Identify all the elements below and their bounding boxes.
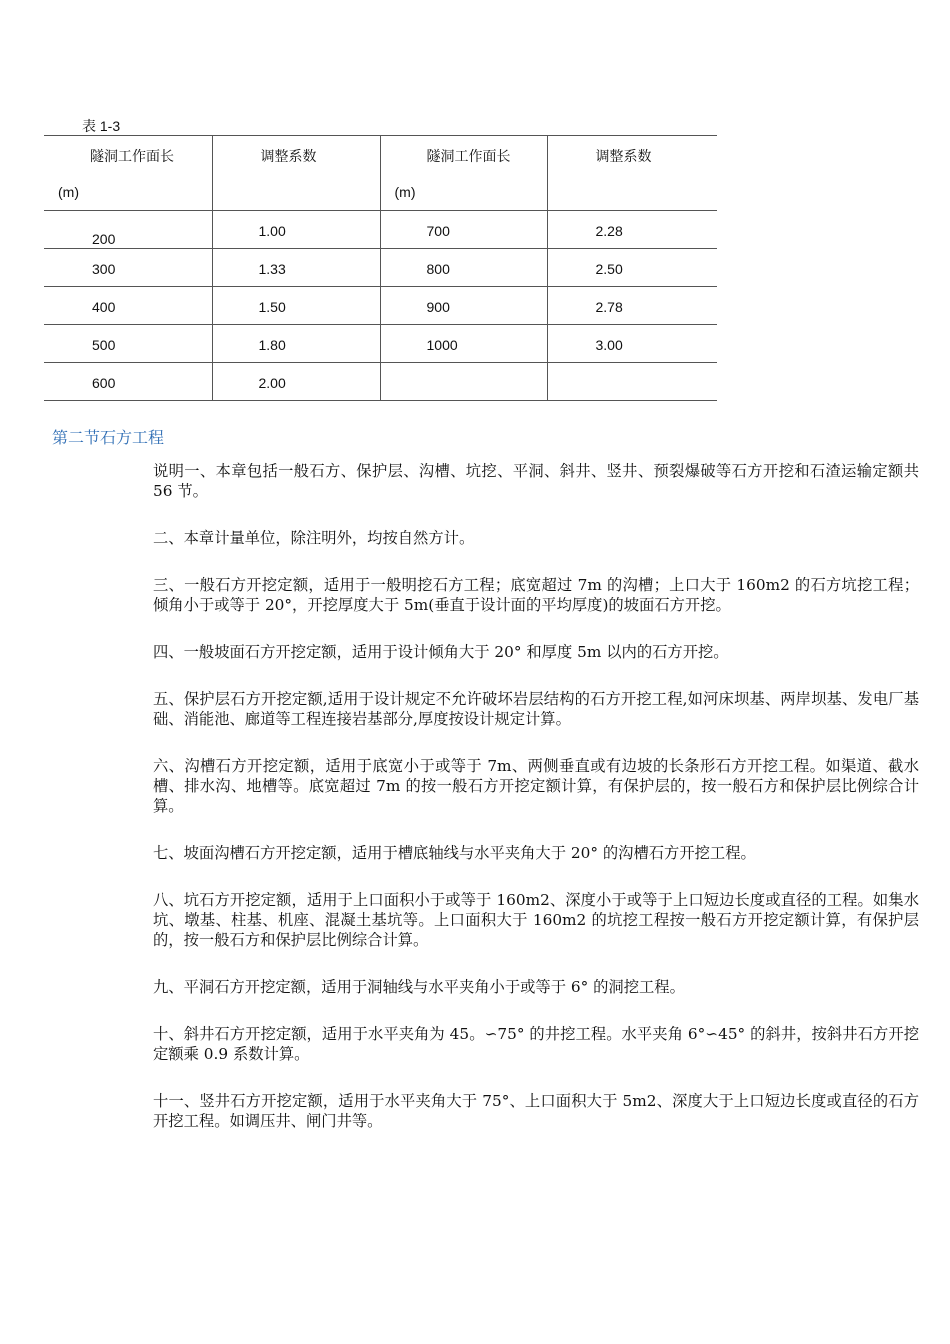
- header-cell: [380, 136, 547, 211]
- header-length-label: 隧洞工作面长: [90, 148, 174, 164]
- coefficient-value: 1.50: [258, 299, 286, 315]
- paragraph: 九、平洞石方开挖定额，适用于洞轴线与水平夹角小于或等于 6° 的洞挖工程。: [153, 978, 685, 996]
- table-cell: [380, 325, 547, 363]
- paragraph: 四、一般坡面石方开挖定额，适用于设计倾角大于 20° 和厚度 5m 以内的石方开挖。: [153, 643, 729, 661]
- length-value: 500: [92, 337, 116, 353]
- table-cell: [547, 211, 717, 249]
- table-caption: 表 1-3: [82, 118, 121, 134]
- length-value: 200: [92, 231, 116, 247]
- table-cell: [380, 211, 547, 249]
- header-coefficient-label: 调整系数: [260, 148, 317, 164]
- header-length-label: 隧洞工作面长: [426, 148, 511, 164]
- paragraph: 五、保护层石方开挖定额,适用于设计规定不允许破坏岩层结构的石方开挖工程,如河床坝基、两岸坝基、发电厂基础、消能池、廊道等工程连接岩基部分,厚度按设计规定计算。: [153, 690, 919, 728]
- table-cell: [44, 211, 212, 249]
- coefficient-value: 2.50: [595, 261, 623, 277]
- coefficient-value: 1.80: [258, 337, 286, 353]
- paragraph: 三、一般石方开挖定额，适用于一般明挖石方工程；底宽超过 7m 的沟槽；上口大于 160m2 的石方坑挖工程；倾角小于或等于 20°，开挖厚度大于 5m(垂直于设计面的平均厚度)的坡面石方开挖。: [153, 576, 919, 614]
- length-value: 800: [426, 261, 450, 277]
- table-cell: [547, 325, 717, 363]
- paragraph: 十一、竖井石方开挖定额，适用于水平夹角大于 75°、上口面积大于 5m2、深度大于上口短边长度或直径的石方开挖工程。如调压井、闸门井等。: [153, 1092, 919, 1130]
- paragraph: 八、坑石方开挖定额，适用于上口面积小于或等于 160m2、深度小于或等于上口短边长度或直径的工程。如集水坑、墩基、柱基、机座、混凝土基坑等。上口面积大于 160m2 的坑挖工程按一般石方开挖定额计算，有保护层的，按一般石方和保护层比例综合计算。: [153, 891, 919, 949]
- header-cell: [44, 136, 212, 211]
- table-cell: [212, 211, 380, 249]
- adjustment-coefficient-table: [44, 135, 717, 401]
- table-cell: [212, 363, 380, 401]
- paragraph: 二、本章计量单位，除注明外，均按自然方计。: [153, 529, 475, 547]
- table-cell: [212, 325, 380, 363]
- coefficient-value: 2.78: [595, 299, 623, 315]
- paragraph: 六、沟槽石方开挖定额，适用于底宽小于或等于 7m、两侧垂直或有边坡的长条形石方开挖工程。如渠道、截水槽、排水沟、地槽等。底宽超过 7m 的按一般石方开挖定额计算，有保护层的，按一般石方和保护层比例综合计算。: [153, 757, 919, 815]
- table-row: [44, 363, 717, 401]
- length-value: 400: [92, 299, 116, 315]
- table-row: [44, 211, 717, 249]
- coefficient-value: 1.00: [258, 223, 286, 239]
- coefficient-value: 1.33: [258, 261, 286, 277]
- section-title: 第二节石方工程: [52, 428, 165, 447]
- header-length-unit: (m): [394, 184, 416, 200]
- table-cell: [44, 287, 212, 325]
- table-row: [44, 287, 717, 325]
- table-row: [44, 249, 717, 287]
- table-cell: [547, 363, 717, 401]
- table-cell: [380, 287, 547, 325]
- table-cell: [380, 363, 547, 401]
- section-body: [153, 461, 919, 1158]
- table-header-row: [44, 136, 717, 211]
- length-value: 700: [426, 223, 450, 239]
- table-cell: [212, 249, 380, 287]
- coefficient-value: 2.28: [595, 223, 623, 239]
- table-cell: [212, 287, 380, 325]
- paragraph: 说明一、本章包括一般石方、保护层、沟槽、坑挖、平洞、斜井、竖井、预裂爆破等石方开挖和石渣运输定额共 56 节。: [153, 462, 919, 500]
- header-length-unit: (m): [58, 184, 79, 200]
- length-value: 300: [92, 261, 116, 277]
- paragraph: 十、斜井石方开挖定额，适用于水平夹角为 45。∽75° 的井挖工程。水平夹角 6°∽45° 的斜井，按斜井石方开挖定额乘 0.9 系数计算。: [153, 1025, 919, 1063]
- paragraph: 七、坡面沟槽石方开挖定额，适用于槽底轴线与水平夹角大于 20° 的沟槽石方开挖工程。: [153, 844, 756, 862]
- table-cell: [547, 287, 717, 325]
- table-cell: [380, 249, 547, 287]
- table-cell: [44, 249, 212, 287]
- table-cell: [44, 325, 212, 363]
- table-row: [44, 325, 717, 363]
- length-value: 600: [92, 375, 116, 391]
- length-value: 1000: [426, 337, 458, 353]
- header-coefficient-label: 调整系数: [595, 148, 652, 164]
- coefficient-value: 3.00: [595, 337, 623, 353]
- coefficient-value: 2.00: [258, 375, 286, 391]
- header-cell: [212, 136, 380, 211]
- table-cell: [547, 249, 717, 287]
- header-cell: [547, 136, 717, 211]
- length-value: 900: [426, 299, 450, 315]
- table-cell: [44, 363, 212, 401]
